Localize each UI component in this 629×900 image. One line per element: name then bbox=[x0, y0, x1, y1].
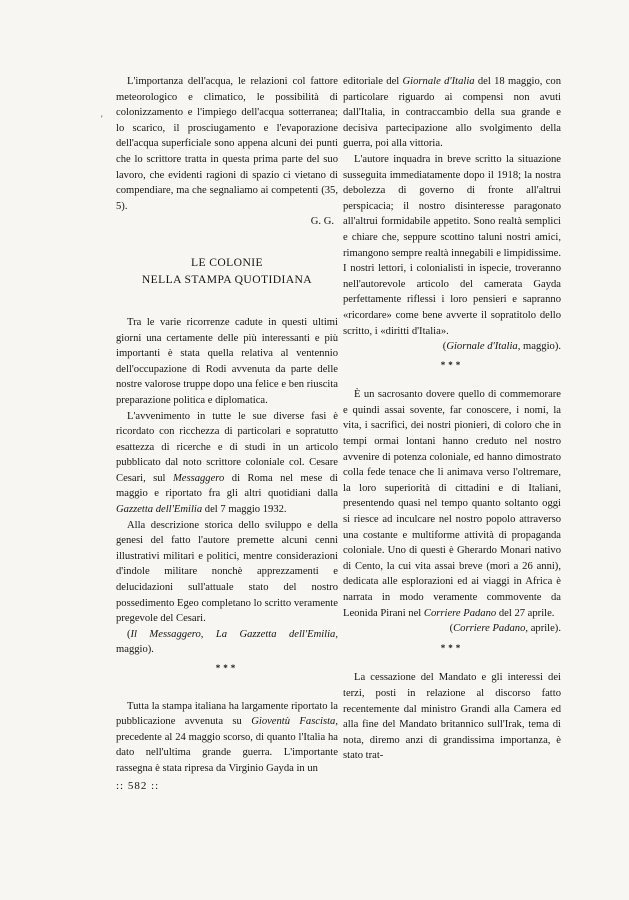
paragraph-stampa: Tutta la stampa italiana ha largamente riportato la pubblicazione avvenuta su Gioventù Fascista, precedente al 24 maggio scorso, di quanto l'Italia ha dato nell'ultima grande guerra. L'importante rassegna è stata ripresa da Virginio Gayda in un bbox=[116, 700, 338, 774]
paragraph-pionieri: È un sacrosanto dovere quello di commemorare e quindi assai sovente, far conoscere, i nomi, la vita, i sacrifici, dei nostri pionieri, di coloro che in tempi ormai lontani hanno creduto nel nostro avvenire di potenza coloniale, ed hanno dimostrato colla fede tenace che li animava verso l'oltremare, la loro superiorità di cittadini e di Italiani, presentendo quasi nel tempo quanto soltanto oggi si riesce ad inculcare nel nostro popolo attraverso una costante e multiforme attività di propaganda coloniale. Uno di questi è Gherardo Monari nativo di Cento, la cui vita assai breve (morì a 26 anni), dedicata alle esplorazioni ed ai viaggi in Africa è narrata in modo veramente commovente da Leonida Pirani nel Corriere Padano del 27 aprile. bbox=[343, 389, 561, 619]
right-column bbox=[343, 74, 561, 764]
section-heading bbox=[116, 254, 338, 288]
paragraph-mandato: La cessazione del Mandato e gli interessi dei terzi, posti in relazione al discorso fatto recentemente dal ministro Grandi alla Camera ed alla fine del Mandato britannico sull'Irak, tema di nota, diremo anzi di grandissima importanza, è stato trat- bbox=[343, 672, 561, 762]
source-citation-1: (Il Messaggero, La Gazzetta dell'Emilia, maggio). bbox=[116, 628, 338, 656]
section-separator: *** bbox=[440, 642, 464, 653]
paragraph-autore: L'autore inquadra in breve scritto la situazione susseguita immediatamente dopo il 1918; la nostra debolezza di governo di fronte all'altrui perspicacia; il nostro disinteresse paragonato all'altrui formidabile appetito. Sono realtà semplici e chiare che, seppure scottino taluni nostri amici, rimangono sempre realtà innegabili e limpidissime. I nostri lettori, i colonialisti in ispecie, troveranno nell'autorevole articolo del camerata Gayda perfettamente riflessi i loro pensieri e sapranno «ricordare» come bene avverte il sopratitolo dello scritto, i «diritti d'Italia». bbox=[343, 153, 561, 337]
section-separator: *** bbox=[215, 663, 239, 673]
source-citation-2: (Giornale d'Italia, maggio). bbox=[442, 341, 561, 353]
paragraph-water: L'importanza dell'acqua, le relazioni col fattore meteorologico e climatico, le possibilità di colonizzamento e l'impiego dell'acqua sotterranea; lo scarico, il prosciugamento e l'evaporazione dell'acqua superficiale sono appena alcuni dei punti che lo scrittore tratta in questa prima parte del suo lavoro, che evidenti ragioni di spazio ci vietano di compendiare, ma che segnaliamo ai competenti (35, 5). bbox=[116, 76, 338, 212]
paragraph-cesari: L'avvenimento in tutte le sue diverse fasi è ricordato con ricchezza di particolari e sopratutto esattezza di ricerche e di studi in un articolo pubblicato dal noto scrittore coloniale col. Cesare Cesari, sul Messaggero di Roma nel mese di maggio e riportato fra gli altri quotidiani dalla Gazzetta dell'Emilia del 7 maggio 1932. bbox=[116, 410, 338, 516]
heading-line-1: LE COLONIE bbox=[191, 255, 263, 269]
signature: G. G. bbox=[310, 216, 334, 228]
source-citation-3: (Corriere Padano, aprile). bbox=[449, 623, 561, 635]
left-column bbox=[116, 74, 338, 777]
page-number: :: 582 :: bbox=[116, 780, 160, 792]
paragraph-rodi: Tra le varie ricorrenze cadute in questi ultimi giorni una certamente delle più interessanti e più importanti è stata quella relativa al ventennio dell'occupazione di Rodi avvenuta da parte delle nostre valorose truppe dopo una felice e ben riuscita preparazione politica e diplomatica. bbox=[116, 316, 338, 406]
paragraph-description: Alla descrizione storica dello sviluppo e della genesi del fatto l'autore premette alcuni cenni illustrativi militari e politici, mentre considerazioni d'indole militare nonchè apprezzamenti e delucidazioni sull'attuale stato del nostro possedimento Egeo completano lo scritto veramente pregevole del Cesari. bbox=[116, 519, 338, 625]
heading-line-2: NELLA STAMPA QUOTIDIANA bbox=[141, 272, 313, 286]
paragraph-editoriale: editoriale del Giornale d'Italia del 18 maggio, con particolare riguardo ai compensi non avuti dall'Italia, in contraccambio della sua grande e decisiva partecipazione allo svolgimento della guerra, poi alla vittoria. bbox=[343, 76, 561, 150]
margin-mark: ' bbox=[101, 114, 103, 124]
section-separator: *** bbox=[440, 359, 464, 370]
